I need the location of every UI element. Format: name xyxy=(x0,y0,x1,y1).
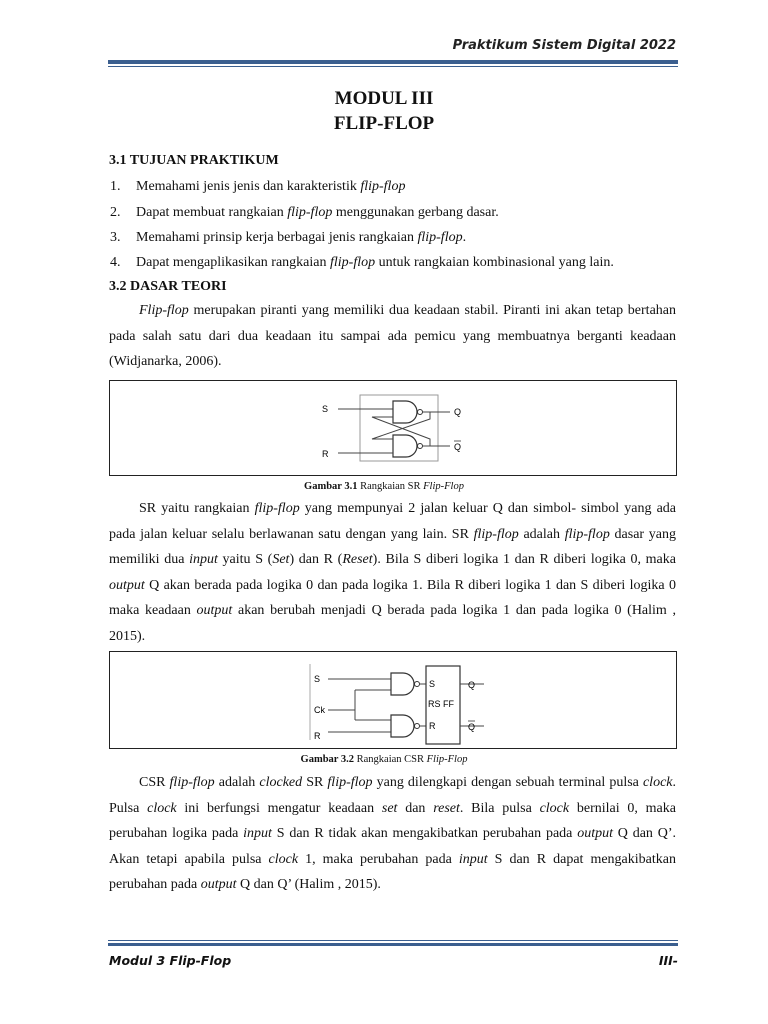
module-subtitle: FLIP-FLOP xyxy=(333,113,435,134)
input-s-label: S xyxy=(314,674,321,684)
input-r-label: R xyxy=(314,731,321,741)
paragraph-csr-flip-flop: CSR flip-flop adalah clocked SR flip-flop yang dilengkapi dengan sebuah terminal pulsa clock. Pulsa clock ini berfungsi mengatur keadaan set dan reset. Bila pulsa clock bernilai 0, maka perubahan logika pada input S dan R tidak akan mengakibatkan perubahan pada output Q dan Q’. Akan tetapi apabila pulsa clock 1, maka perubahan pada input S dan R dapat mengakibatkan perubahan pada output Q dan Q’ (Halim , 2015). xyxy=(109,775,676,892)
sr-flip-flop-diagram xyxy=(110,381,676,475)
ff-input-s-label: S xyxy=(429,679,436,689)
input-s-label: S xyxy=(322,404,329,414)
list-item: 3. Memahami prinsip kerja berbagai jenis rangkaian flip-flop. xyxy=(110,230,467,245)
footer-rule-thick xyxy=(108,943,678,946)
footer-page-number: III- xyxy=(658,953,678,968)
nand-gate-top xyxy=(391,673,414,695)
paragraph-sr-flip-flop: SR yaitu rangkaian flip-flop yang mempunyai 2 jalan keluar Q dan simbol- simbol yang ada pada jalan keluar selalu berlawanan satu dengan yang lain. SR flip-flop adalah flip-flop dasar yang memiliki dua input yaitu S (Set) dan R (Reset). Bila S diberi logika 1 dan R diberi logika 0, maka output Q akan berada pada logika 0 dan pada logika 1. Bila R diberi logika 1 dan S diberi logika 0 maka keadaan output akan berubah menjadi Q berada pada logika 1 dan pada logika 0 (Halim , 2015). xyxy=(109,501,677,644)
csr-flip-flop-diagram xyxy=(110,652,676,748)
output-q-label: Q xyxy=(468,680,476,690)
paragraph-flip-flop-intro: Flip-flop merupakan piranti yang memiliki dua keadaan stabil. Piranti ini akan tetap bertahan pada salah satu dari dua keadaan itu sampai ada pemicu yang membuatnya berganti keadaan (Widjanarka, 2006). xyxy=(109,303,676,369)
figure-csr-flip-flop xyxy=(109,651,677,749)
section-heading-tujuan: 3.1 TUJUAN PRAKTIKUM xyxy=(109,153,279,168)
header-rule-thick xyxy=(108,60,678,64)
nand-gate-bottom xyxy=(391,715,414,737)
list-item: 2. Dapat membuat rangkaian flip-flop menggunakan gerbang dasar. xyxy=(110,205,499,220)
output-q-label: Q xyxy=(454,407,462,417)
running-header: Praktikum Sistem Digital 2022 xyxy=(452,38,676,53)
list-number: 2. xyxy=(110,205,121,220)
list-item: 4. Dapat mengaplikasikan rangkaian flip-flop untuk rangkaian kombinasional yang lain. xyxy=(110,255,614,270)
list-number: 4. xyxy=(110,255,121,270)
output-qbar-label: Q xyxy=(468,722,476,732)
module-title: MODUL III xyxy=(334,88,434,109)
output-qbar-label: Q xyxy=(454,442,462,452)
figure-caption: Gambar 3.2 Rangkaian CSR Flip-Flop xyxy=(300,754,468,765)
ff-name-label: RS FF xyxy=(428,699,454,709)
ff-input-r-label: R xyxy=(429,721,436,731)
figure-caption: Gambar 3.1 Rangkaian SR Flip-Flop xyxy=(304,481,464,492)
list-number: 3. xyxy=(110,230,121,245)
section-heading-dasar-teori: 3.2 DASAR TEORI xyxy=(109,279,227,294)
input-r-label: R xyxy=(322,449,329,459)
header-rule-thin xyxy=(108,66,678,67)
nand-gate-bottom xyxy=(393,435,417,457)
list-item: 1. Memahami jenis jenis dan karakteristik flip-flop xyxy=(110,179,406,194)
nand-gate-top xyxy=(393,401,417,423)
footer-rule-thin xyxy=(108,940,678,941)
list-number: 1. xyxy=(110,179,121,194)
figure-sr-flip-flop xyxy=(109,380,677,476)
input-ck-label: Ck xyxy=(314,705,325,715)
footer-module-label: Modul 3 Flip-Flop xyxy=(109,953,232,968)
